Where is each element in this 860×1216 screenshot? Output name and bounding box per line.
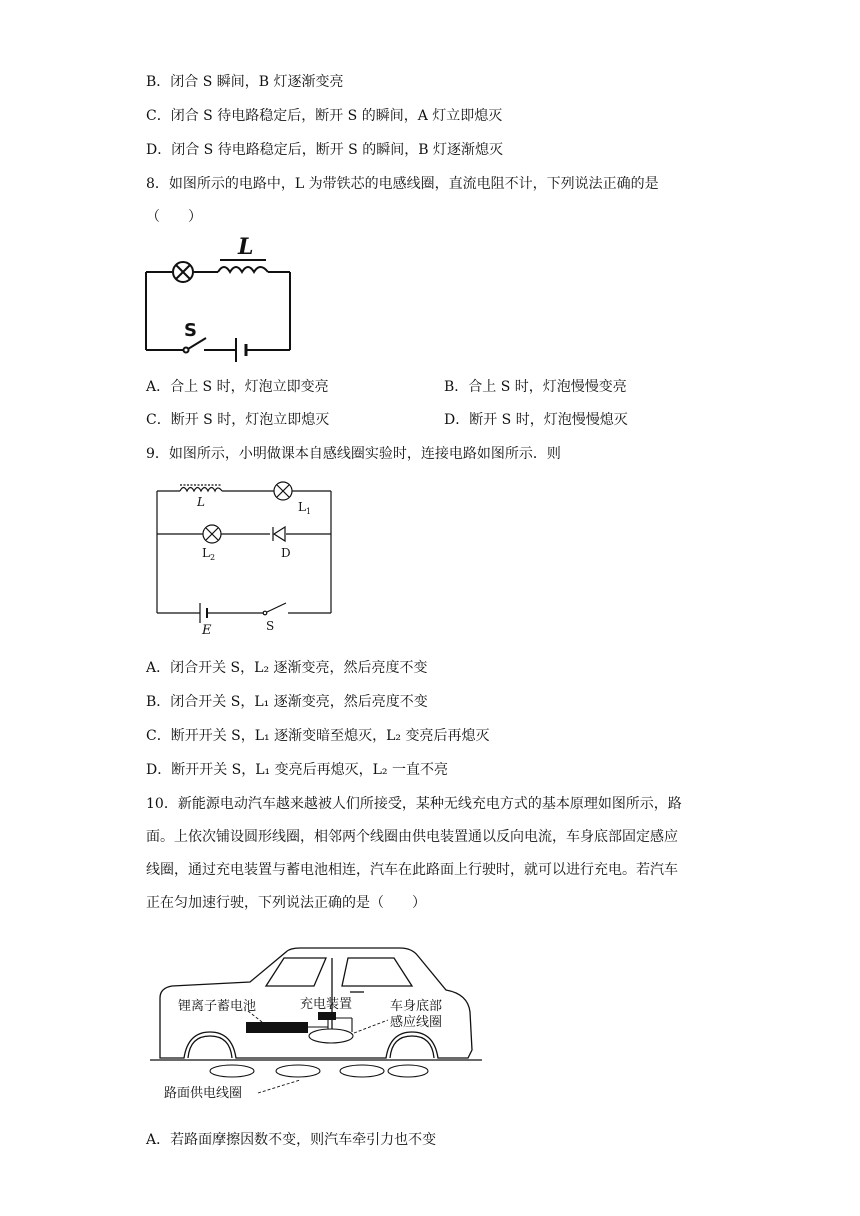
q10-car-diagram	[150, 940, 482, 1110]
q8-answer-paren: （ ）	[146, 209, 202, 225]
q8-inductor-icon	[218, 260, 268, 272]
q7-option-d: D．闭合 S 待电路稳定后，断开 S 的瞬间，B 灯逐渐熄灭	[146, 142, 503, 158]
q10-option-a: A．若路面摩擦因数不变，则汽车牵引力也不变	[146, 1132, 437, 1148]
q7-option-b: B．闭合 S 瞬间，B 灯逐渐变亮	[146, 74, 344, 90]
q9-option-d: D．断开开关 S，L₁ 变亮后再熄灭，L₂ 一直不亮	[146, 762, 448, 778]
battery-block-icon	[246, 1022, 308, 1033]
body-bottom-label: 车身底部	[390, 999, 443, 1014]
q9-inductor-icon	[180, 485, 222, 491]
q9-l1-label: L	[298, 500, 306, 514]
q8-option-a: A．合上 S 时，灯泡立即变亮	[146, 379, 329, 395]
q9-l2-subscript: 2	[209, 553, 216, 562]
charger-block-icon	[318, 1012, 336, 1020]
q9-l2-label: L	[202, 546, 210, 560]
q8-switch-label: S	[184, 320, 197, 341]
q10-stem-line-3: 线圈，通过充电装置与蓄电池相连，汽车在此路面上行驶时，就可以进行充电。若汽车	[146, 862, 678, 878]
q9-option-c: C．断开开关 S，L₁ 逐渐变暗至熄灭，L₂ 变亮后再熄灭	[146, 728, 490, 744]
q8-option-d: D．断开 S 时，灯泡慢慢熄灭	[444, 412, 628, 428]
charger-label: 充电装置	[300, 997, 353, 1012]
q9-option-b: B．闭合开关 S，L₁ 逐渐变亮，然后亮度不变	[146, 694, 428, 710]
q10-stem-line-1: 10．新能源电动汽车越来越被人们所接受，某种无线充电方式的基本原理如图所示，路	[146, 796, 682, 812]
q9-battery-icon	[200, 603, 207, 623]
q9-switch-label: S	[266, 619, 275, 633]
road-coils-icon	[210, 1065, 428, 1077]
q9-lamp-l2-icon	[203, 525, 221, 543]
battery-label: 锂离子蓄电池	[178, 999, 257, 1014]
q8-circuit-diagram	[140, 236, 300, 358]
road-coil-label: 路面供电线圈	[164, 1086, 243, 1101]
q8-lamp-icon	[173, 262, 193, 282]
q8-inductor-label: L	[238, 234, 254, 260]
q8-option-c: C．断开 S 时，灯泡立即熄灭	[146, 412, 330, 428]
svg-text:L2	[202, 546, 215, 562]
q7-option-c: C．闭合 S 待电路稳定后，断开 S 的瞬间，A 灯立即熄灭	[146, 108, 503, 124]
q8-option-b: B．合上 S 时，灯泡慢慢变亮	[444, 379, 627, 395]
q9-l1-subscript: 1	[305, 507, 312, 516]
onboard-coil-icon	[309, 1029, 353, 1043]
q10-stem-line-4: 正在匀加速行驶，下列说法正确的是（ ）	[146, 895, 426, 911]
q8-stem: 8．如图所示的电路中，L 为带铁芯的电感线圈，直流电阻不计，下列说法正确的是	[146, 176, 659, 192]
q9-diode-icon	[273, 527, 285, 541]
q9-lamp-l1-icon	[274, 482, 292, 500]
induction-coil-label: 感应线圈	[390, 1015, 443, 1030]
q9-emf-label: E	[202, 623, 212, 638]
svg-text:L1	[298, 500, 311, 516]
q9-inductor-label: L	[197, 495, 205, 509]
q9-stem: 9．如图所示，小明做课本自感线圈实验时，连接电路如图所示．则	[146, 446, 561, 462]
q9-diode-label: D	[281, 546, 291, 560]
q8-battery-icon	[236, 338, 246, 362]
q9-circuit-diagram	[150, 478, 340, 638]
q10-stem-line-2: 面。上依次铺设圆形线圈，相邻两个线圈由供电装置通以反向电流，车身底部固定感应	[146, 829, 678, 845]
q9-option-a: A．闭合开关 S，L₂ 逐渐变亮，然后亮度不变	[146, 660, 428, 676]
q9-switch-icon	[263, 603, 286, 615]
